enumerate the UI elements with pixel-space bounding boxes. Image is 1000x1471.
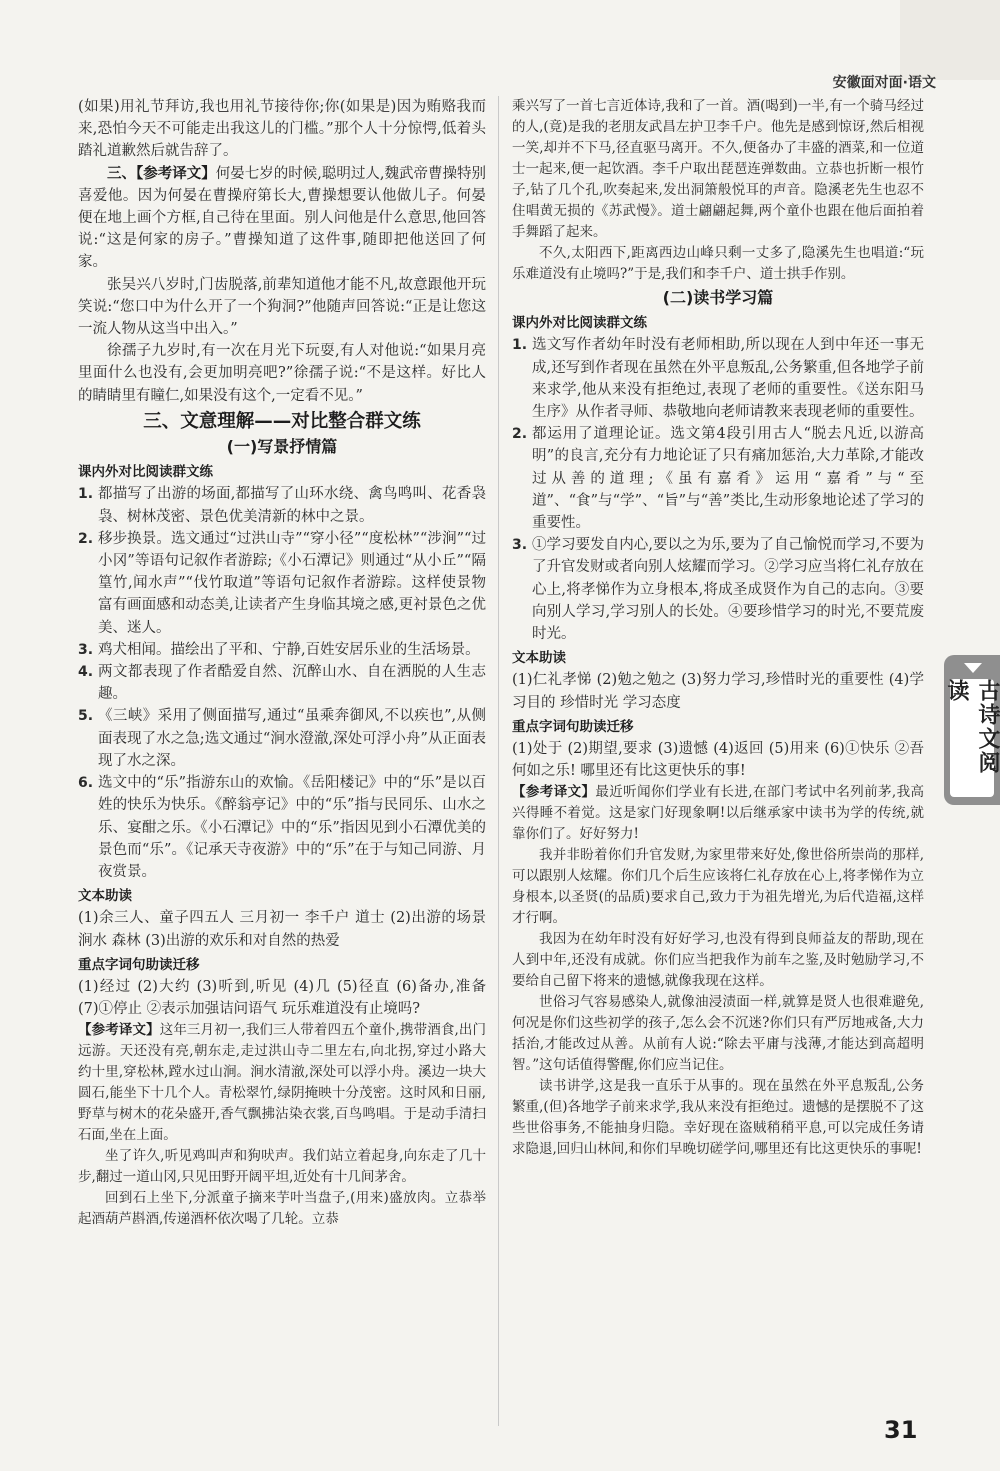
- column-divider: [498, 96, 499, 1426]
- translation-paragraph: 回到石上坐下,分派童子摘来芋叶当盘子,(用来)盛放肉。立恭举起酒葫芦斟酒,传递酒杯依次喝了几轮。立恭: [78, 1190, 486, 1228]
- text-help: (1)仁礼孝悌 (2)勉之勉之 (3)努力学习,珍惜时光的重要性 (4)学习目的 珍惜时光 学习态度: [512, 672, 924, 711]
- paragraph: (如果)用礼节拜访,我也用礼节接待你;你(如果是)因为贿赂我而来,恐怕今天不可能走出我这儿的门槛。”那个人十分惊愕,低着头踏礼道歉然后就告辞了。: [78, 99, 486, 160]
- triangle-down-icon: [964, 663, 982, 673]
- list-item: 1. 都描写了出游的场面,都描写了山环水绕、禽鸟鸣叫、花香袅袅、树林茂密、景色优美清新的林中之景。: [78, 486, 486, 525]
- label-text-help: 文本助读: [78, 888, 132, 905]
- word-help: (1)经过 (2)大约 (3)听到,听见 (4)几 (5)径直 (6)备办,准备 (7)①停止 ②表示加强诘问语气 玩乐难道没有止境吗?: [78, 978, 486, 1018]
- label-word-help: 重点字词句助读迁移: [512, 718, 634, 735]
- paragraph: 张吴兴八岁时,门齿脱落,前辈知道他才能不凡,故意跟他开玩笑说:“您口中为什么开了一个狗洞?”他随声回答说:“正是让您这一流人物从这当中出入。”: [78, 276, 486, 338]
- paragraph: 三、【参考译文】何晏七岁的时候,聪明过人,魏武帝曹操特别喜爱他。因为何晏在曹操府第长大,曹操想要认他做儿子。何晏便在地上画个方框,自己待在里面。别人问他是什么意思,他回答说:“这是何家的房子。”曹操知道了这件事,随即把他送回了何家。: [78, 165, 487, 271]
- list-item: 6. 选文中的“乐”指游东山的欢愉。《岳阳楼记》中的“乐”是以百姓的快乐为快乐。《醉翁亭记》中的“乐”指与民同乐、山水之乐、宴酣之乐。《小石潭记》中的“乐”指因见到小石潭优美的景色而“乐”。《记承天寺夜游》中的“乐”在于与知己同游、月夜赏景。: [78, 775, 486, 880]
- translation-paragraph: 坐了许久,听见鸡叫声和狗吠声。我们站立着起身,向东走了几十步,翻过一道山冈,只见田野开阔平坦,近处有十几间茅舍。: [78, 1148, 486, 1186]
- text-help: (1)余三人、童子四五人 三月初一 李千户 道士 (2)出游的场景 涧水 森林 (3)出游的欢乐和对自然的热爱: [78, 910, 486, 949]
- section-side-tab: [944, 655, 1000, 805]
- list-item: 3. 鸡犬相闻。描绘出了平和、宁静,百姓安居乐业的生活场景。: [78, 641, 480, 658]
- translation-paragraph: 我并非盼着你们升官发财,为家里带来好处,像世俗所崇尚的那样,可以跟别人炫耀。你们几个后生应该将仁礼存放在心上,将孝悌作为立身根本,以圣贤(的品质)要求自己,致力于为祖先增光,为后代造福,这样才行啊。: [512, 847, 924, 927]
- translation-paragraph: 我因为在幼年时没有好好学习,也没有得到良师益友的帮助,现在人到中年,还没有成就。你们应当把我作为前车之鉴,及时勉励学习,不要给自己留下将来的遗憾,就像我现在这样。: [512, 931, 924, 990]
- label-text-help: 文本助读: [512, 650, 566, 667]
- corner-shade: [900, 0, 1000, 80]
- subsection-title: (二)读书学习篇: [662, 288, 774, 307]
- page-number: 31: [884, 1416, 918, 1444]
- translation-paragraph: 乘兴写了一首七言近体诗,我和了一首。酒(喝到)一半,有一个骑马经过的人,(竟)是我的老朋友武昌左护卫李千户。他先是感到惊讶,然后相视一笑,却并不下马,径直驱马离开。不久,便备办了丰盛的酒菜,和一位道士一起来,便一起饮酒。李千户取出琵琶连弹数曲。立恭也折断一根竹子,钻了几个孔,吹奏起来,发出洞箫般悦耳的声音。隐溪老先生也忍不住唱黄无损的《苏武慢》。道士翩翩起舞,两个童仆也跟在他后面拍着手舞蹈了起来。: [512, 98, 924, 240]
- right-column: [512, 96, 924, 1160]
- translation-paragraph: 【参考译文】最近听闻你们学业有长进,在部门考试中名列前茅,我高兴得睡不着觉。这是家门好现象啊!以后继承家中读书为学的传统,就靠你们了。好好努力!: [512, 784, 924, 843]
- label-compare-reading: 课内外对比阅读群文练: [78, 464, 213, 481]
- running-header: 安徽面对面·语文: [832, 75, 936, 91]
- translation-paragraph: 读书讲学,这是我一直乐于从事的。现在虽然在外平息叛乱,公务繁重,(但)各地学子前来求学,我从来没有拒绝过。遗憾的是摆脱不了这些世俗事务,不能抽身归隐。幸好现在盗贼稍稍平息,可以完成任务请求隐退,回归山林间,和你们早晚切磋学问,哪里还有比这更快乐的事呢!: [512, 1078, 924, 1158]
- list-item: 3. ①学习要发自内心,要以之为乐,要为了自己愉悦而学习,不要为了升官发财或者向别人炫耀而学习。②学习应当将仁礼存放在心上,将孝悌作为立身根本,将成圣成贤作为自己的志向。③要向别人学习,学习别人的长处。④要珍惜学习的时光,不要荒废时光。: [512, 537, 924, 643]
- list-item: 1. 选文写作者幼年时没有老师相助,所以现在人到中年还一事无成,还写到作者现在虽然在外平息叛乱,公务繁重,但各地学子前来求学,他从来没有拒绝过,表现了老师的重要性。《送东阳马生序》从作者寻师、恭敬地向老师请教来表现老师的重要性。: [512, 337, 924, 421]
- section-title: 三、文意理解——对比整合群文练: [143, 410, 421, 432]
- left-column: [78, 96, 486, 1230]
- list-item: 2. 移步换景。选文通过“过洪山寺”“穿小径”“度松林”“涉涧”“过小冈”等语句记叙作者游踪;《小石潭记》则通过“从小丘”“隔篁竹,闻水声”“伐竹取道”等语句记叙作者游踪。这样使景物富有画面感和动态美,让读者产生身临其境之感,更衬景色之优美、迷人。: [78, 530, 486, 636]
- label-word-help: 重点字词句助读迁移: [78, 956, 200, 973]
- translation-paragraph: 【参考译文】这年三月初一,我们三人带着四五个童仆,携带酒食,出门远游。天还没有亮,朝东走,走过洪山寺二里左右,向北拐,穿过小路大约十里,穿松林,蹚水过山涧。涧水清澈,深处可以浮小舟。溪边一块大圆石,能坐下十几个人。青松翠竹,绿阴掩映十分茂密。这时风和日丽,野草与树木的花朵盛开,香气飘拂沾染衣裳,百鸟鸣唱。于是动手清扫石面,坐在上面。: [78, 1022, 486, 1144]
- translation-paragraph: 不久,太阳西下,距离西边山峰只剩一丈多了,隐溪先生也唱道:“玩乐难道没有止境吗?”于是,我们和李千户、道士拱手作别。: [512, 245, 924, 282]
- word-help: (1)处于 (2)期望,要求 (3)遗憾 (4)返回 (5)用来 (6)①快乐 ②吾何如之乐! 哪里还有比这更快乐的事!: [512, 741, 924, 780]
- answer-tag: 三、【参考译文】: [107, 165, 216, 182]
- subsection-title: (一)写景抒情篇: [226, 437, 338, 457]
- side-tab-label: 古诗文阅读: [950, 679, 994, 797]
- list-item: 4. 两文都表现了作者酷爱自然、沉醉山水、自在洒脱的人生志趣。: [78, 664, 486, 703]
- paragraph: 徐孺子九岁时,有一次在月光下玩耍,有人对他说:“如果月亮里面什么也没有,会更加明亮吧?”徐孺子说:“不是这样。好比人的睛睛里有瞳仁,如果没有这个,一定看不见。”: [78, 343, 486, 404]
- list-item: 2. 都运用了道理论证。选文第4段引用古人“脱去凡近,以游高明”的良言,充分有力地论证了只有痛加惩治,大力革除,才能改过从善的道理;《虽有嘉肴》运用“嘉肴”与“至道”、“食”与“学”、“旨”与“善”类比,生动形象地论述了学习的重要性。: [512, 426, 924, 532]
- list-item: 5. 《三峡》采用了侧面描写,通过“虽乘奔御风,不以疾也”,从侧面表现了水之急;选文通过“涧水澄澈,深处可浮小舟”从正面表现了水之深。: [78, 708, 486, 769]
- translation-paragraph: 世俗习气容易感染人,就像油浸渍面一样,就算是贤人也很难避免,何况是你们这些初学的孩子,怎么会不沉迷?你们只有严厉地戒备,大力括治,才能改过从善。从前有人说:“除去平庸与浅薄,才能达到高超明智。”这句话值得警醒,你们应当记住。: [512, 994, 924, 1074]
- label-compare-reading: 课内外对比阅读群文练: [512, 315, 647, 332]
